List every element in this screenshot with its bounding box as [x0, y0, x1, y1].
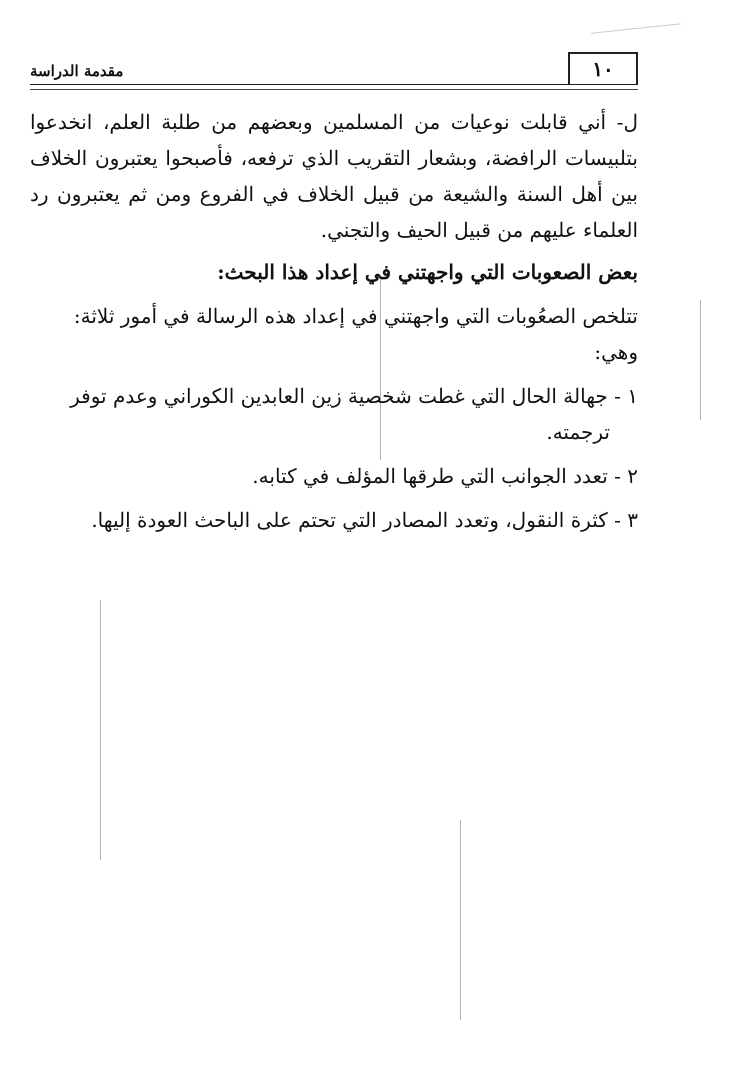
header-rule — [30, 84, 638, 85]
section-heading: بعض الصعوبات التي واجهتني في إعداد هذا البحث: — [217, 260, 638, 284]
page-number: ١٠ — [568, 52, 638, 84]
intro-paragraph: تتلخص الصعُوبات التي واجهتني في إعداد هذه الرسالة في أمور ثلاثة: — [73, 304, 638, 328]
list-item-3: ٣ - كثرة النقول، وتعدد المصادر التي تحتم على الباحث العودة إليها. — [91, 508, 638, 532]
scan-artifact — [591, 23, 683, 53]
list-item-2: ٢ - تعدد الجوانب التي طرقها المؤلف في كتابه. — [252, 464, 638, 488]
intro-paragraph-continuation: وهي: — [594, 340, 638, 364]
scan-speckle — [700, 300, 701, 420]
running-title: مقدمة الدراسة — [30, 62, 124, 80]
scan-speckle — [460, 820, 461, 1020]
page-body — [30, 104, 638, 538]
header-rule-thin — [30, 89, 638, 90]
paragraph-item-l: ل- أني قابلت نوعيات من المسلمين وبعضهم من طلبة العلم، انخدعوا بتلبيسات الرافضة، وبشعار التقريب الذي ترفعه، فأصبحوا يعتبرون الخلاف بين أهل السنة والشيعة من قبيل الخلاف في الفروع ومن ثم يعتبرون رد العلماء عليهم من قبيل الحيف والتجني. — [30, 110, 638, 242]
scan-speckle — [100, 600, 101, 860]
page-header — [30, 52, 638, 94]
list-item-1: ١ - جهالة الحال التي غطت شخصية زين العابدين الكوراني وعدم توفر ترجمته. — [70, 384, 638, 444]
